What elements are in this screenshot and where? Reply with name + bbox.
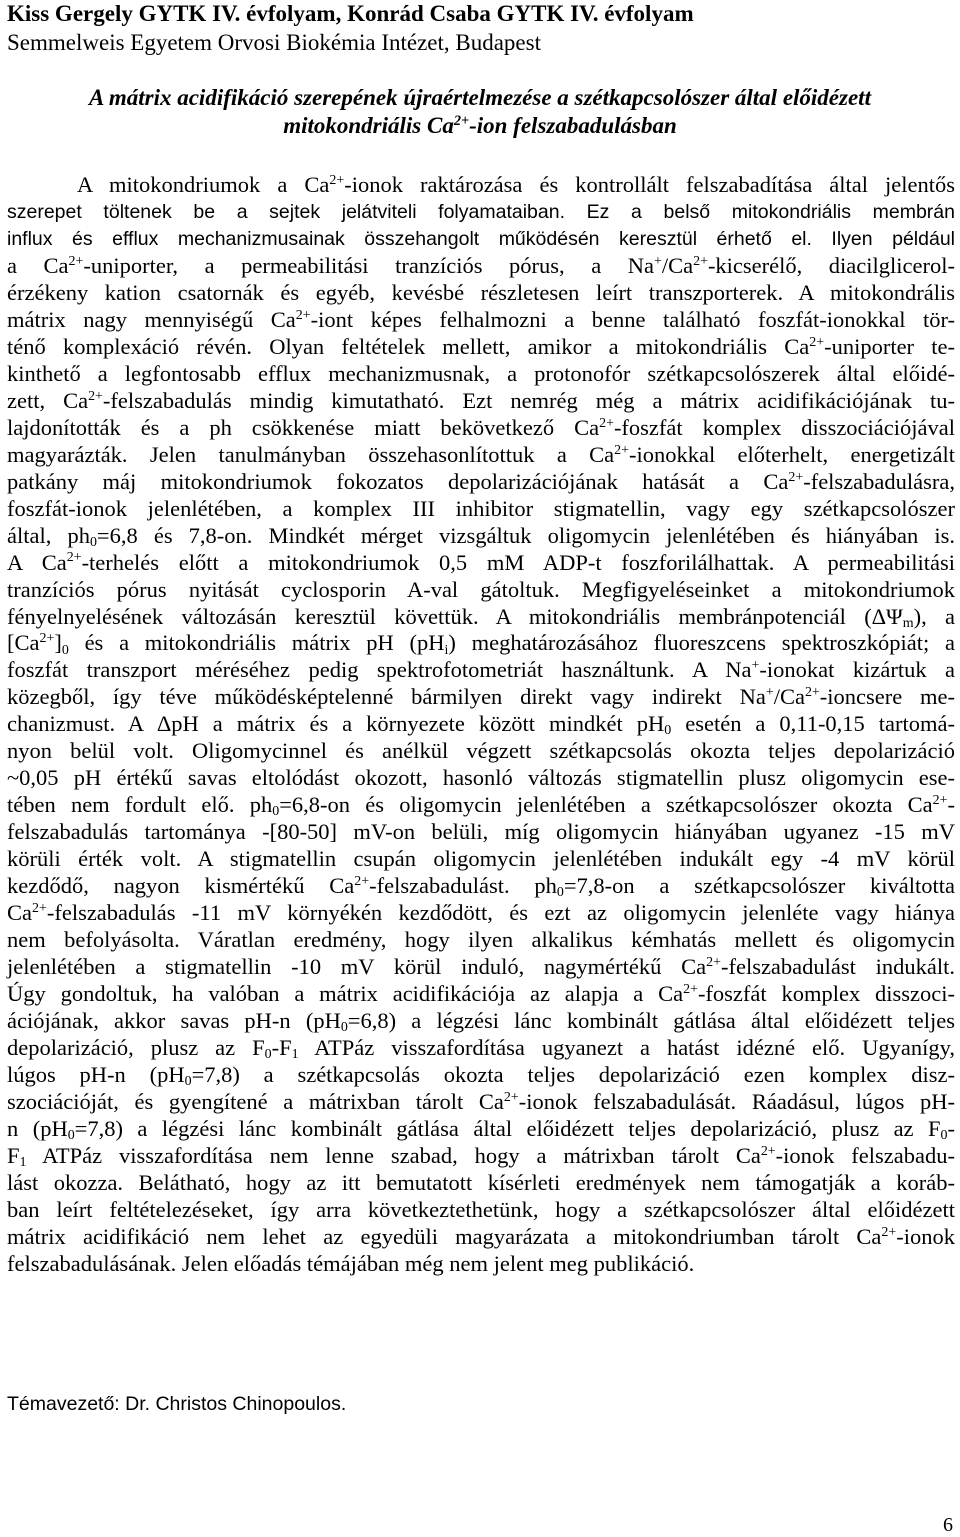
text-run: n (pH xyxy=(7,1115,68,1141)
text-run: jelenlétében a stigmatellin -10 mV körül induló, nagymértékű Ca xyxy=(7,954,707,980)
text-run: körüli érték volt. A stigmatellin csupán oligomycin jelenlétében indukált egy -4 mV körül xyxy=(7,846,955,872)
text-run: és a mitokondriális mátrix pH (pH xyxy=(68,630,445,656)
abstract-line xyxy=(7,496,955,523)
text-run: felszabadulás tartománya -[80-50] mV-on belüli, míg oligomycin hiányában ugyanez -15 mV xyxy=(7,819,955,845)
text-run: =6,8-on és oligomycin jelenlétében a szétkapcsolószer okozta Ca xyxy=(279,792,933,818)
subscript: 0 xyxy=(89,534,97,550)
text-run: által, ph xyxy=(7,522,90,548)
superscript: 2+ xyxy=(683,981,698,997)
text-run: -felszabadulást indukált. xyxy=(720,954,955,980)
text-run: -uniporter te- xyxy=(824,333,955,359)
text-run: tében nem fordult elő. ph xyxy=(7,792,273,818)
abstract-line xyxy=(7,577,955,604)
text-run: =7,8) a szétkapcsolás okozta teljes depolarizáció ezen komplex disz- xyxy=(191,1061,955,1087)
text-run: -iont képes felhalmozni a benne található foszfát-ionokkal tör- xyxy=(310,306,955,332)
superscript: 2+ xyxy=(68,253,84,269)
abstract-line xyxy=(7,846,955,873)
abstract-line xyxy=(7,442,955,469)
abstract-line xyxy=(7,954,955,981)
text-run: ] xyxy=(54,630,62,656)
abstract-line xyxy=(7,307,955,334)
abstract-line xyxy=(7,172,955,199)
superscript: 2+ xyxy=(88,388,103,404)
subscript: 1 xyxy=(19,1154,27,1170)
text-run: felszabadulásának. Jelen előadás témájában még nem jelent meg publikáció. xyxy=(7,1250,695,1276)
superscript: 2+ xyxy=(760,1143,776,1159)
paper-title xyxy=(0,84,960,140)
superscript: 2+ xyxy=(39,631,55,647)
text-run: F xyxy=(7,1142,20,1168)
text-run: ténő komplexáció révén. Olyan feltételek mellett, amikor a mitokondriális Ca xyxy=(7,333,810,359)
text-run: -foszfát komplex disszociációjával xyxy=(613,414,955,440)
text-run: -foszfát komplex disszoci- xyxy=(697,981,956,1007)
abstract-body xyxy=(7,172,955,1278)
text-run: A Ca xyxy=(7,549,67,575)
abstract-line xyxy=(7,280,955,307)
abstract-line xyxy=(7,361,955,388)
abstract-line xyxy=(7,253,955,280)
abstract-line xyxy=(7,415,955,442)
superscript: 2+ xyxy=(66,550,82,566)
text-run: =7,8) a légzési lánc kombinált gátlása által előidézett teljes depolarizáció, plusz az F xyxy=(74,1115,941,1141)
subscript: 0 xyxy=(664,723,672,739)
superscript: 2+ xyxy=(804,685,820,701)
text-run: - xyxy=(947,792,955,818)
superscript: 2+ xyxy=(706,955,721,971)
text-run: =6,8) a légzési lánc kombinált gátlása által előidézett teljes xyxy=(347,1008,955,1034)
text-run: /Ca xyxy=(773,684,805,710)
text-run: ), a xyxy=(913,603,956,629)
title-line-2-sup: 2+ xyxy=(453,112,470,129)
title-line-1: A mátrix acidifikáció szerepének újraértelmezése a szétkapcsolószer által előidézett xyxy=(89,85,871,110)
subscript: 0 xyxy=(264,1047,272,1063)
subscript: 0 xyxy=(940,1127,948,1143)
text-run: -ionok xyxy=(896,1223,955,1249)
subscript: i xyxy=(444,642,449,658)
text-run: magyarázták. Jelen tanulmányban összehasonlítottuk a Ca xyxy=(7,441,615,467)
superscript: 2+ xyxy=(503,1089,519,1105)
text-run: kinthető a legfontosabb efflux mechanizmusnak, a protonofór szétkapcsolószerek által előidé- xyxy=(7,360,955,386)
text-run: ATPáz visszafordítása nem lenne szabad, hogy a mátrixban tárolt Ca xyxy=(26,1142,761,1168)
text-run: szociációját, és gyengítené a mátrixban tárolt Ca xyxy=(7,1088,504,1114)
text-run: -felszabadulásra, xyxy=(803,468,955,494)
subscript: 0 xyxy=(272,804,280,820)
abstract-line xyxy=(7,819,955,846)
superscript: 2+ xyxy=(809,334,825,350)
title-line-2 xyxy=(0,112,960,140)
text-run: -ionok raktározása és kontrollált felszabadítása által jelentős xyxy=(344,172,955,197)
abstract-line xyxy=(7,711,955,738)
text-run: - xyxy=(947,1115,955,1141)
text-run: Ca xyxy=(7,900,32,926)
text-run: =6,8 és 7,8-on. Mindkét mérget vizsgáltuk oligomycin jelenlétében és hiányában is. xyxy=(96,522,955,548)
abstract-line xyxy=(7,1224,955,1251)
text-run: -uniporter, a permeabilitási tranzíciós pórus, a Na xyxy=(83,252,654,278)
superscript: + xyxy=(765,685,774,701)
abstract-line xyxy=(7,657,955,684)
abstract-line xyxy=(7,1089,955,1116)
subscript: 0 xyxy=(340,1020,348,1036)
text-run: influx és efflux mechanizmusainak összehangolt működésén keresztül érhető el. xyxy=(7,227,832,250)
abstract-line xyxy=(7,873,955,900)
text-run: -ionokat kizártuk a xyxy=(759,657,956,683)
text-run: nem befolyásolta. Váratlan eredmény, hogy ilyen alkalikus kémhatás mellett és oligomycin xyxy=(7,927,955,953)
text-run: -F xyxy=(271,1035,292,1060)
abstract-line xyxy=(7,523,955,550)
superscript: 2+ xyxy=(881,1224,897,1240)
text-run: Úgy gondoltuk, ha valóban a mátrix acidifikációja az alapja a Ca xyxy=(7,981,684,1007)
abstract-line xyxy=(7,1116,955,1143)
text-run: ) meghatározásához fluoreszcens spektroszkópiát; a xyxy=(448,630,955,656)
author-line: Kiss Gergely GYTK IV. évfolyam, Konrád Csaba GYTK IV. évfolyam xyxy=(7,1,694,26)
abstract-line xyxy=(7,1062,955,1089)
superscript: + xyxy=(751,658,760,674)
abstract-line xyxy=(7,765,955,792)
abstract-line xyxy=(7,738,955,765)
abstract-line xyxy=(7,1251,955,1278)
superscript: 2+ xyxy=(932,793,948,809)
abstract-line xyxy=(7,334,955,361)
page-number: 6 xyxy=(943,1514,953,1536)
subscript: 1 xyxy=(291,1047,299,1063)
text-run: közegből, így téve működésképtelenné bármilyen direkt vagy indirekt Na xyxy=(7,684,766,710)
subscript: 0 xyxy=(67,1127,75,1143)
text-run: zett, Ca xyxy=(7,387,89,413)
text-run: lajdonították és a ph csökkenése miatt bekövetkező Ca xyxy=(7,414,600,440)
text-run: /Ca xyxy=(661,252,694,278)
text-run: foszfát-ionok jelenlétében, a komplex III inhibitor stigmatellin, vagy egy szétkapcsolószer xyxy=(7,495,955,521)
abstract-line xyxy=(7,1197,955,1224)
text-run: ban leírt feltételezéseket, így arra következtethetünk, hogy a szétkapcsolószer által előidézett xyxy=(7,1196,955,1222)
abstract-line xyxy=(7,550,955,577)
title-line-2-pre: mitokondriális Ca xyxy=(283,113,454,138)
abstract-line xyxy=(7,226,955,253)
superscript: 2+ xyxy=(329,172,345,188)
text-run: mátrix nagy mennyiségű Ca xyxy=(7,306,296,332)
text-run: ációjának, akkor savas pH-n (pH xyxy=(7,1008,341,1034)
text-run: szerepet töltenek be a sejtek jelátviteli folyamataiban. xyxy=(7,200,587,223)
text-run: nyon belül volt. Oligomycinnel és anélkül végzett szétkapcsolás okozta teljes depolarizáció xyxy=(7,738,955,764)
text-run: foszfát transzport méréséhez pedig spektrofotometriát használtunk. A Na xyxy=(7,657,752,683)
text-run: -ionok felszabadulását. Ráadásul, lúgos pH- xyxy=(518,1088,955,1114)
subscript: 0 xyxy=(61,642,69,658)
text-run: -kicserélő, diacilglicerol- xyxy=(707,252,955,278)
abstract-line xyxy=(7,927,955,954)
institute-line: Semmelweis Egyetem Orvosi Biokémia Intézet, Budapest xyxy=(7,30,541,55)
abstract-line xyxy=(7,900,955,927)
text-run: esetén a 0,11-0,15 tartomá- xyxy=(671,711,956,737)
abstract-line xyxy=(7,388,955,415)
abstract-line xyxy=(7,469,955,496)
abstract-line xyxy=(7,684,955,711)
abstract-line xyxy=(7,792,955,819)
text-run: A mitokondriumok a Ca xyxy=(77,172,330,197)
text-run: depolarizáció, plusz az F xyxy=(7,1035,265,1060)
text-run: érzékeny kation csatornák és egyéb, kevésbé részletesen leírt transzporterek. A mitokondrális xyxy=(7,279,955,305)
subscript: 0 xyxy=(556,885,564,901)
abstract-line xyxy=(7,604,955,631)
abstract-line xyxy=(7,981,955,1008)
subscript: 0 xyxy=(184,1074,192,1090)
text-run: Ez a belső mitokondriális membrán xyxy=(586,200,955,223)
title-line-2-post: -ion felszabadulásban xyxy=(469,113,677,138)
text-run: ~0,05 pH értékű savas eltolódást okozott, hasonló változás stigmatellin plusz oligomycin ese- xyxy=(7,765,955,791)
text-run: fényelnyelésének változásán keresztül követtük. A mitokondriális membránpotenciál (ΔΨ xyxy=(7,603,903,629)
text-run: -terhelés előtt a mitokondriumok 0,5 mM ADP-t foszforilálhattak. A permeabilitási xyxy=(81,549,955,575)
superscript: 2+ xyxy=(354,874,370,890)
text-run: kezdődő, nagyon kismértékű Ca xyxy=(7,873,355,899)
text-run: mátrix acidifikáció nem lehet az egyedüli magyarázata a mitokondriumban tárolt Ca xyxy=(7,1223,882,1249)
superscript: 2+ xyxy=(788,469,804,485)
abstract-line xyxy=(7,630,955,657)
text-run: ATPáz visszafordítása ugyanezt a hatást idézné elő. Ugyanígy, xyxy=(298,1035,955,1060)
text-run: -felszabadulást. ph xyxy=(369,873,557,899)
text-run: Ilyen például xyxy=(831,227,956,250)
superscript: 2+ xyxy=(32,901,47,917)
text-run: -ionok felszabadu- xyxy=(775,1142,955,1168)
text-run: a Ca xyxy=(7,252,69,278)
supervisor-line: Témavezető: Dr. Christos Chinopoulos. xyxy=(7,1393,347,1415)
abstract-line xyxy=(7,1008,955,1035)
abstract-line xyxy=(7,199,955,226)
abstract-line xyxy=(7,1143,955,1170)
text-run: [Ca xyxy=(7,630,40,656)
superscript: + xyxy=(653,253,662,269)
text-run: patkány máj mitokondriumok fokozatos depolarizációjának hatását a Ca xyxy=(7,468,789,494)
subscript: m xyxy=(902,615,914,631)
text-run: =7,8-on a szétkapcsolószer kiváltotta xyxy=(563,873,955,899)
superscript: 2+ xyxy=(693,253,708,269)
text-run: -ioncsere me- xyxy=(819,684,955,710)
text-run: chanizmust. A ΔpH a mátrix és a környezete között mindkét pH xyxy=(7,711,665,737)
abstract-line xyxy=(7,1170,955,1197)
text-run: -ionokkal előterhelt, energetizált xyxy=(628,441,955,467)
text-run: tranzíciós pórus nyitását cyclosporin A-val gátoltuk. Megfigyeléseinket a mitokondriumok xyxy=(7,576,955,602)
text-run: lást okozza. Belátható, hogy az itt bemutatott kísérleti eredmények nem támogatják a koráb- xyxy=(7,1169,955,1195)
text-run: -felszabadulás -11 mV környékén kezdődött, és ezt az oligomycin jelenléte vagy hiánya xyxy=(46,900,955,926)
superscript: 2+ xyxy=(599,415,614,431)
superscript: 2+ xyxy=(614,442,629,458)
superscript: 2+ xyxy=(295,307,311,323)
text-run: -felszabadulás mindig kimutatható. Ezt nemrég még a mátrix acidifikációjának tu- xyxy=(102,387,955,413)
text-run: lúgos pH-n (pH xyxy=(7,1061,185,1087)
abstract-line xyxy=(7,1035,955,1062)
